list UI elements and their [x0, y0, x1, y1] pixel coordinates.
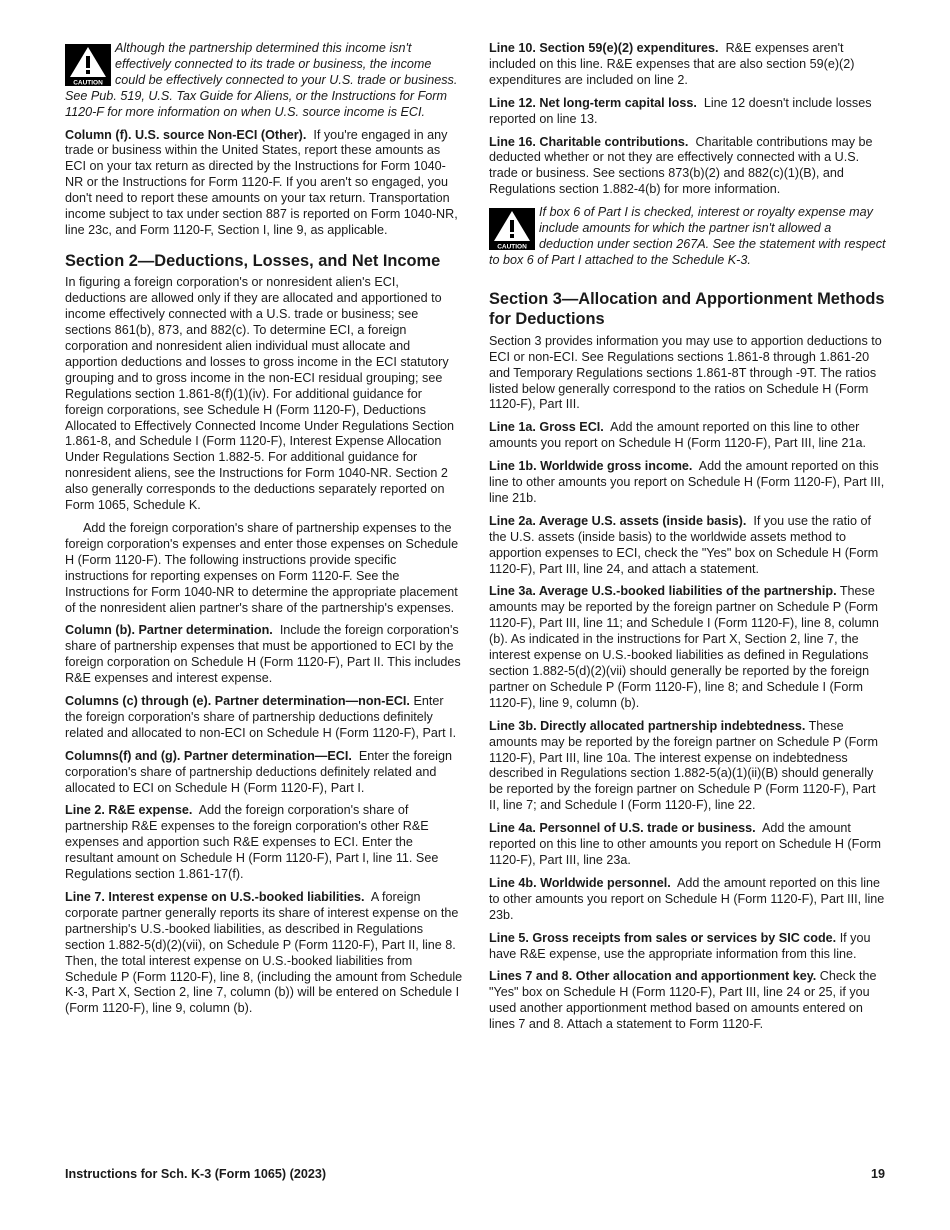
caution-text: If box 6 of Part I is checked, interest or royalty expense may include amounts for which the partner isn't allowed a deduction under section 267A. See the statement with respect to box 6 of Part I attached to the Schedule K-3. [489, 205, 886, 267]
line-10-heading: Line 10. Section 59(e)(2) expenditures. [489, 41, 719, 55]
right-column [489, 41, 887, 1040]
column-b-paragraph: Column (b). Partner determination. Include the foreign corporation's share of partnership expenses that must be apportioned to ECI by the foreign corporation on Schedule H (Form 1120-F), Part II. This includes R&E expenses and interest expense. [65, 623, 461, 686]
line-10-paragraph: Line 10. Section 59(e)(2) expenditures. R&E expenses aren't included on this line. R&E expenses that are also section 59(e)(2) expenditures are included on line 2. [489, 41, 855, 87]
line-7-paragraph: Line 7. Interest expense on U.S.-booked liabilities. A foreign corporate partner generally reports its share of interest expense on the partnership's U.S.-booked liabilities, as described in Regulations section 1.882-5(d)(2)(vii), on Schedule P (Form 1120-F), Part II, line 8. Then, the total interest expense on U.S.-booked liabilities from Schedule P (Form 1120-F), line 8, (including the amount from Schedule K-3, Part X, Section 2, line 7, column (b)) will be entered on Schedule I (Form 1120-F), line 9, column (b). [65, 890, 463, 1016]
line-3b-paragraph: Line 3b. Directly allocated partnership indebtedness. These amounts may be reported by the foreign partner on Schedule P (Form 1120-F), Part III, line 10a. The interest expense on indebtedness described in Regulations section 1.882-5(a)(1)(ii)(B) should generally be reported by the foreign partner on Schedule P (Form 1120-F), Part II, line 7; and Schedule I (Form 1120-F), line 22. [489, 718, 878, 813]
line-4a-heading: Line 4a. Personnel of U.S. trade or business. [489, 821, 756, 836]
line-5-paragraph: Line 5. Gross receipts from sales or services by SIC code. If you have R&E expense, use the appropriate information from this line. [489, 930, 871, 961]
column-f-paragraph: Column (f). U.S. source Non-ECI (Other). If you're engaged in any trade or business within the United States, report these amounts as ECI on your tax return as directed by the Instructions for Form 1040-NR or the Instructions for Form 1120-F. If you aren't so engaged, you don't need to report these amounts on your tax return. Transportation income subject to tax under section 887 is reported on Form 1040-NR, line 23c, and Form 1120-F, Section I, line 9, as applicable. [65, 127, 458, 237]
line-1b-heading: Line 1b. Worldwide gross income. [489, 459, 693, 474]
line-1a-paragraph: Line 1a. Gross ECI. Add the amount reported on this line to other amounts you report on Schedule H (Form 1120-F), Part III, line 21a. [489, 420, 867, 451]
line-1b-paragraph: Line 1b. Worldwide gross income. Add the amount reported on this line to other amounts you report on Schedule H (Form 1120-F), Part III, line 21b. [489, 459, 885, 505]
line-4b-paragraph: Line 4b. Worldwide personnel. Add the amount reported on this line to other amounts you report on Schedule H (Form 1120-F), Part III, line 23b. [489, 875, 885, 922]
line-3a-heading: Line 3a. Average U.S.-booked liabilities of the partnership. [489, 584, 837, 599]
line-2-heading: Line 2. R&E expense. [65, 803, 193, 818]
line-2-paragraph: Line 2. R&E expense. Add the foreign corporation's share of partnership R&E expenses to the foreign corporation's other R&E expenses and apportion such R&E expenses to ECI. Enter the resultant amount on Schedule H (Form 1120-F), Part I, line 11. See Regulations section 1.861-17(f). [65, 803, 439, 882]
section-2-title: Section 2—Deductions, Losses, and Net Income [65, 251, 441, 270]
section-2-paragraph: Add the foreign corporation's share of partnership expenses to the foreign corporation's expenses and enter those expenses on Schedule H (Form 1120-F). The following instructions provide specific instructions for reporting expenses on Form 1120-F. See the Instructions for Form 1040-NR to determine the appropriate placement of the nonresident alien partner's share of the partnership's expenses. [65, 520, 459, 615]
page-number: 19 [870, 1167, 885, 1181]
line-2a-paragraph: Line 2a. Average U.S. assets (inside basis). If you use the ratio of the U.S. assets (inside basis) to the worldwide assets method to apportion expenses to ECI, check the "Yes" box on Schedule H (Form 1120-F), Part III, line 24, and attach a statement. [489, 513, 879, 576]
footer-title: Instructions for Sch. K-3 (Form 1065) (2023) [65, 1167, 327, 1181]
lines-7-8-heading: Lines 7 and 8. Other allocation and apportionment key. [489, 969, 817, 984]
caution-icon [489, 208, 535, 250]
lines-7-8-paragraph: Lines 7 and 8. Other allocation and apportionment key. Check the "Yes" box on Schedule H (Form 1120-F), Part III, line 24 or 25, if you used another apportionment method based on amounts entered on lines 7 and 8. Attach a statement to Form 1120-F. [489, 969, 877, 1032]
line-3a-paragraph: Line 3a. Average U.S.-booked liabilities of the partnership. These amounts may be reported by the foreign partner on Schedule P (Form 1120-F), Part III, line 11; and Schedule I (Form 1120-F), line 8, column (b). As indicated in the instructions for Part X, Section 2, line 7, the interest expense on U.S.-booked liabilities as defined in Regulations section 1.882-5(d)(2)(vii) should generally be reported by the foreign partner on Schedule P (Form 1120-F), line 8; and Schedule I (Form 1120-F), line 9, column (b). [489, 584, 879, 710]
left-column [65, 41, 463, 1024]
line-7-heading: Line 7. Interest expense on U.S.-booked liabilities. [65, 890, 365, 904]
line-16-heading: Line 16. Charitable contributions. [489, 134, 689, 149]
caution-icon [65, 44, 111, 86]
section-2-intro: In figuring a foreign corporation's or nonresident alien's ECI, deductions are allowed only if they are allocated and apportioned to income effectively connected with a U.S. trade or business; see sections 861(b), 873, and 882(c). To determine ECI, a foreign corporation and nonresident alien individual must allocate and apportion deductions and losses to gross income in the ECI statutory grouping and to gross income in the non-ECI residual grouping; see Regulations section 1.861-8(f)(1)(iv). For additional guidance for foreign corporations, see Schedule H (Form 1120-F), Deductions Allocated to Effectively Connected Income Under Regulations Section 1.861-8, and Schedule I (Form 1120-F), Interest Expense Allocation Under Regulations Section 1.882-5. For additional guidance for nonresident aliens, see the Instructions for Form 1040-NR. Section 2 also generally corresponds to the deductions separately reported on Form 1065, Schedule K. [65, 275, 454, 513]
column-b-heading: Column (b). Partner determination. [65, 623, 273, 638]
caution-label: CAUTION [73, 79, 103, 86]
columns-f-g-heading: Columns(f) and (g). Partner determination—ECI. [65, 748, 352, 763]
line-1a-heading: Line 1a. Gross ECI. [489, 420, 604, 435]
line-5-heading: Line 5. Gross receipts from sales or services by SIC code. [489, 930, 837, 945]
caution-label: CAUTION [497, 243, 527, 251]
line-16-paragraph: Line 16. Charitable contributions. Charitable contributions may be deducted whether or not they are effectively connected with a U.S. trade or business. See sections 873(b)(2) and 882(c)(1)(B), and Regulations section 1.882-4(b) for more information. [489, 134, 873, 197]
line-12-paragraph: Line 12. Net long-term capital loss. Line 12 doesn't include losses reported on line 13. [489, 95, 872, 126]
caution-note-right [489, 205, 887, 269]
caution-note [65, 41, 463, 121]
line-4a-paragraph: Line 4a. Personnel of U.S. trade or business. Add the amount reported on this line to other amounts you report on Schedule H (Form 1120-F), Part III, line 23a. [489, 821, 882, 867]
section-3-title: Section 3—Allocation and Apportionment Methods for Deductions [489, 289, 885, 329]
line-4b-heading: Line 4b. Worldwide personnel. [489, 875, 671, 890]
line-12-heading: Line 12. Net long-term capital loss. [489, 95, 697, 110]
columns-c-e-heading: Columns (c) through (e). Partner determination—non-ECI. [65, 694, 410, 709]
columns-f-g-paragraph: Columns(f) and (g). Partner determination—ECI. Enter the foreign corporation's share of partnership deductions definitely related and allocated to ECI on Schedule H (Form 1120-F), Part I. [65, 748, 452, 795]
caution-text: Although the partnership determined this income isn't effectively connected to its trade or business, the income could be effectively connected to your U.S. trade or business. See Pub. 519, U.S. Tax Guide for Aliens, or the Instructions for Form 1120-F for more information on when U.S. source income is ECI. [65, 41, 458, 119]
columns-c-e-paragraph: Columns (c) through (e). Partner determination—non-ECI. Enter the foreign corporation's share of partnership deductions definitely related and allocated to non-ECI on Schedule H (Form 1120-F), Part I. [65, 694, 457, 740]
section-3-intro: Section 3 provides information you may use to apportion deductions to ECI or non-ECI. See Regulations sections 1.861-8 through 1.861-20 and Temporary Regulations sections 1.861-8T through -9T. The ratios listed below generally correspond to the ratios on Schedule H (Form 1120-F), Part III. [489, 333, 882, 412]
line-2a-heading: Line 2a. Average U.S. assets (inside basis). [489, 513, 747, 528]
line-3b-heading: Line 3b. Directly allocated partnership indebtedness. [489, 718, 806, 733]
column-f-heading: Column (f). U.S. source Non-ECI (Other). [65, 127, 307, 142]
